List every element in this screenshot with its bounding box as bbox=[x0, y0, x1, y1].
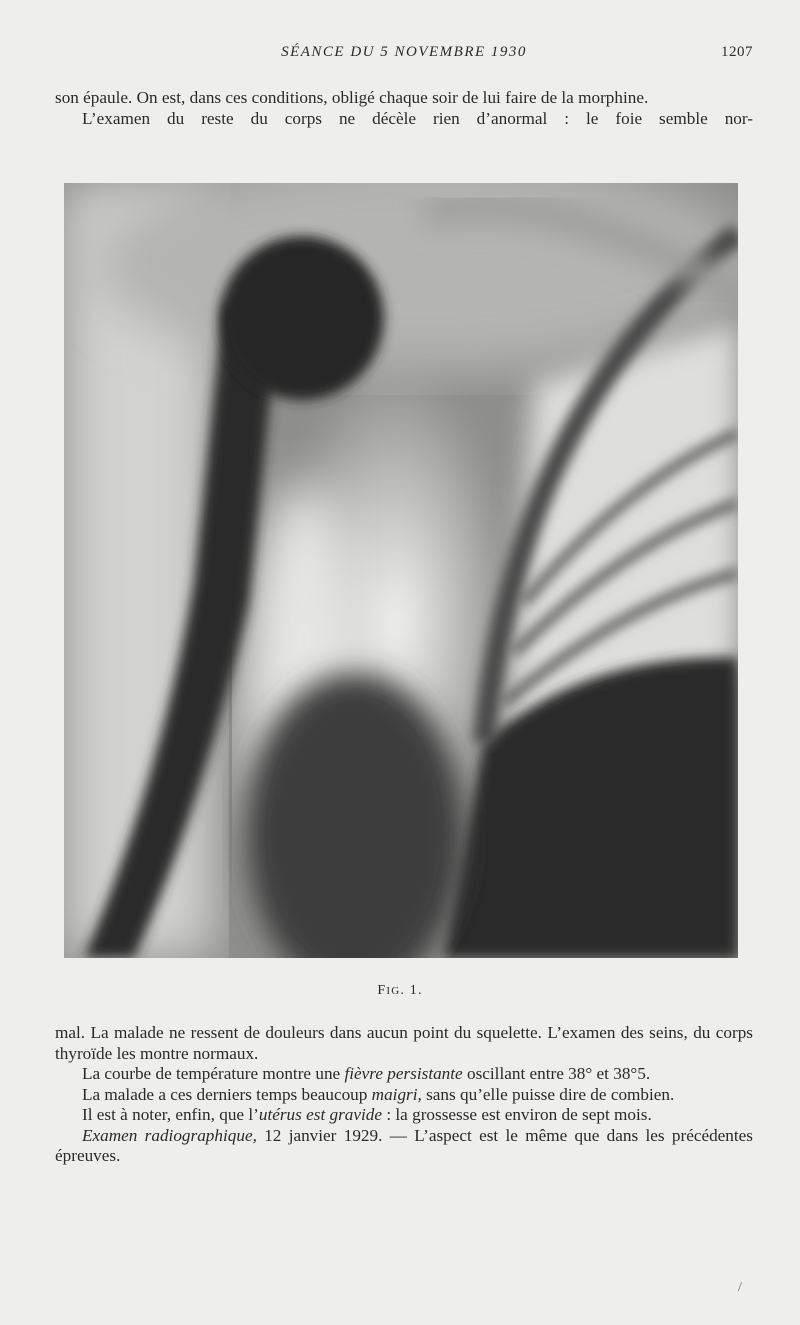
paragraph-radiographic-exam bbox=[55, 1126, 753, 1167]
paragraph-temperature bbox=[55, 1064, 753, 1085]
caption-number: . 1. bbox=[400, 983, 423, 998]
italic-run: Examen radiographique, bbox=[82, 1125, 257, 1145]
text-run: La courbe de température montre une bbox=[82, 1064, 345, 1083]
page-number: 1207 bbox=[721, 44, 753, 60]
paragraph-normal: mal. La malade ne ressent de douleurs dans aucun point du squelette. L’examen des seins, du corps thyroïde les montre normaux. bbox=[55, 1023, 753, 1063]
figure-caption bbox=[0, 983, 800, 999]
italic-run: fièvre persistante bbox=[344, 1064, 463, 1083]
margin-mark: / bbox=[738, 1280, 742, 1295]
text-run: : la grossesse est environ de sept mois. bbox=[382, 1105, 652, 1124]
text-run: Il est à noter, enfin, que l’ bbox=[82, 1105, 259, 1124]
running-head bbox=[55, 44, 753, 68]
text-run: oscillant entre 38° et 38°5. bbox=[462, 1064, 651, 1083]
caption-prefix: F bbox=[377, 983, 387, 998]
paragraph-examen: L’examen du reste du corps ne décèle rien d’anormal : le foie semble nor- bbox=[82, 108, 753, 128]
radiograph-figure bbox=[64, 183, 738, 958]
running-head-title: SÉANCE DU 5 NOVEMBRE 1930 bbox=[281, 44, 527, 60]
text-run: sans qu’elle puisse dire de combien. bbox=[421, 1084, 675, 1104]
text-run: 12 janvier 1929. — L’aspect est le même que dans les précédentes épreuves. bbox=[55, 1125, 753, 1165]
paragraph-uterus bbox=[55, 1105, 753, 1126]
paragraph-continuation: son épaule. On est, dans ces conditions, obligé chaque soir de lui faire de la morphine. bbox=[55, 88, 649, 107]
bottom-text-block bbox=[55, 1023, 753, 1167]
radiograph-image bbox=[64, 183, 738, 958]
text-run: La malade a ces derniers temps beaucoup bbox=[82, 1084, 372, 1104]
paragraph-weight bbox=[55, 1085, 753, 1106]
italic-run: utérus est gravide bbox=[258, 1105, 383, 1124]
top-text-block bbox=[55, 88, 753, 129]
caption-small: IG bbox=[386, 985, 401, 997]
italic-run: maigri, bbox=[371, 1084, 422, 1104]
